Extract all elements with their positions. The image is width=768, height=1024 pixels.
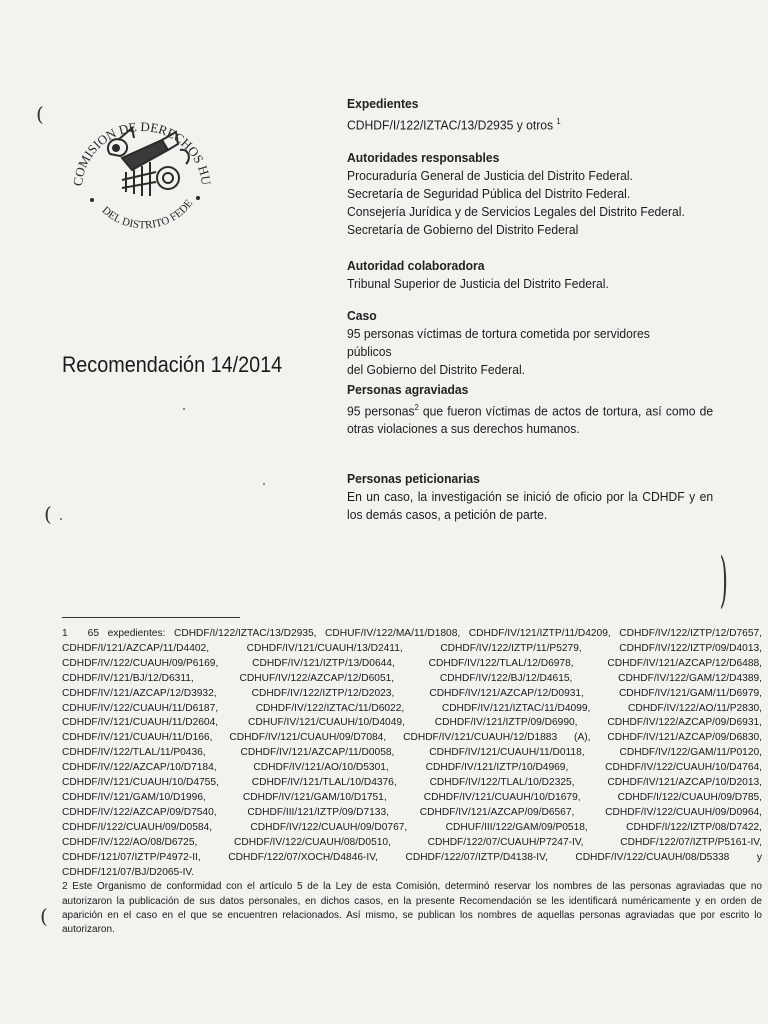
footnote-2-number: 2 bbox=[62, 881, 68, 893]
expedientes-heading: Expedientes bbox=[347, 96, 419, 111]
agraviadas-section bbox=[347, 381, 713, 438]
autoridad-item: Procuraduría General de Justicia del Distrito Federal. bbox=[347, 168, 633, 183]
agraviadas-rest: que fueron víctimas de actos de tortura, así como de otras violaciones a sus derechos humanos. bbox=[347, 403, 714, 437]
scan-dot bbox=[263, 483, 265, 485]
caso-section bbox=[347, 307, 687, 379]
expedientes-section bbox=[347, 95, 561, 134]
footnotes bbox=[62, 627, 762, 938]
recommendation-title: Recomendación 14/2014 bbox=[62, 352, 283, 377]
agraviadas-text bbox=[347, 399, 713, 438]
peticionarias-heading: Personas peticionarias bbox=[347, 471, 480, 486]
expedientes-line bbox=[347, 113, 561, 134]
caso-heading: Caso bbox=[347, 308, 377, 323]
footnote-separator bbox=[62, 617, 240, 618]
caso-line: 95 personas víctimas de tortura cometida por servidores públicos bbox=[347, 326, 650, 359]
scan-dot bbox=[60, 518, 62, 520]
colaboradora-line: Tribunal Superior de Justicia del Distrito Federal. bbox=[347, 276, 609, 291]
caso-line: del Gobierno del Distrito Federal. bbox=[347, 362, 526, 377]
agraviadas-count: 95 personas bbox=[347, 403, 415, 419]
svg-text:COMISION DE DERECHOS HUMANOS: COMISION DE DERECHOS HU bbox=[69, 118, 214, 187]
agraviadas-heading: Personas agraviadas bbox=[347, 382, 469, 397]
footnote-1-number: 1 bbox=[62, 628, 68, 639]
footnote-2-text: Este Organismo de conformidad con el artículo 5 de la Ley de esta Comisión, determinó reservar los nombres de las personas agraviadas que no autorizaron la publicación de sus datos personales, en dichos casos, en la presente Recomendación se les identificará numéricamente y en orden de aparición en el caso en el que se encuentren relacionados. Así mismo, se publican los nombres de aquellas personas agraviadas que por escrito lo autorizaron. bbox=[62, 881, 762, 936]
footnote-2 bbox=[62, 880, 762, 937]
colaboradora-section bbox=[347, 257, 609, 293]
scan-mark: ( bbox=[40, 904, 48, 928]
peticionarias-text: En un caso, la investigación se inició de oficio por la CDHDF y en los demás casos, a petición de parte. bbox=[347, 489, 714, 522]
footnote-1 bbox=[62, 627, 762, 880]
footnote-ref-1: 1 bbox=[556, 117, 561, 126]
cdhdf-seal-logo bbox=[52, 92, 228, 252]
footnote-ref-2: 2 bbox=[414, 403, 419, 412]
scan-mark: ( bbox=[44, 502, 52, 526]
footnote-1-text: 65 expedientes: CDHDF/I/122/IZTAC/13/D2935, CDHUF/IV/122/MA/11/D1808, CDHDF/IV/121/IZTP/11/D4209, CDHDF/IV/122/IZTP/12/D7657, CDHDF/I/121/AZCAP/11/D4402, CDHDF/IV/121/CUAUH/13/D2411, CDHDF/IV/122/IZTP/11/P5279, CDHDF/IV/122/IZTP/09/D4013, CDHDF/IV/122/CUAUH/09/P6169, CDHDF/IV/121/IZTP/13/D0644, CDHDF/IV/122/TLAL/12/D6978, CDHDF/IV/121/AZCAP/12/D6488, CDHDF/IV/121/BJ/12/D6311, CDHUF/IV/122/AZCAP/12/D6051, CDHDF/IV/122/BJ/12/D4615, CDHDF/IV/122/GAM/12/D4389, CDHDF/IV/121/AZCAP/12/D3932, CDHDF/IV/122/IZTP/12/D2023, CDHDF/IV/121/AZCAP/12/D0931, CDHDF/IV/121/GAM/11/D6979, CDHUF/IV/122/CUAUH/11/D6187, CDHDF/IV/122/IZTAC/11/D6022, CDHDF/IV/121/IZTAC/11/D4099, CDHDF/IV/122/AO/11/P2830, CDHDF/IV/121/CUAUH/11/D2604, CDHUF/IV/121/CUAUH/10/D4049, CDHDF/IV/121/IZTP/09/D6990, CDHDF/IV/122/AZCAP/09/D6931, CDHDF/IV/121/CUAUH/11/D166, CDHDF/IV/121/CUAUH/09/D7084, CDHDF/IV/121/CUAUH/12/D1883 (A), CDHDF/IV/121/AZCAP/09/D6830, CDHDF/IV/122/TLAL/11/P0436, CDHDF/IV/121/AZCAP/11/D0058, CDHDF/IV/121/CUAUH/11/D0118, CDHDF/IV/122/GAM/11/P0120, CDHDF/IV/122/AZCAP/10/D7184, CDHDF/IV/121/AO/10/D5301, CDHDF/IV/121/IZTP/10/D4969, CDHDF/IV/122/CUAUH/10/D4764, CDHDF/IV/121/CUAUH/10/D4755, CDHDF/IV/121/TLAL/10/D4376, CDHDF/IV/122/TLAL/10/D2325, CDHDF/IV/121/AZCAP/10/D2013, CDHDF/IV/121/GAM/10/D1996, CDHDF/IV/121/GAM/10/D1751, CDHDF/IV/121/CUAUH/10/D1679, CDHDF/I/122/CUAUH/09/D785, CDHDF/IV/122/AZCAP/09/D7540, CDHDF/III/121/IZTP/09/D7133, CDHDF/IV/121/AZCAP/09/D6567, CDHDF/IV/122/CUAUH/09/D0964, CDHDF/I/122/CUAUH/09/D0584, CDHDF/IV/122/CUAUH/09/D0767, CDHUF/III/122/GAM/09/P0518, CDHDF/I/122/IZTP/08/D7422, CDHDF/IV/122/AO/08/D6725, CDHDF/IV/122/CUAUH/08/D0510, CDHDF/122/07/CUAUH/P7247-IV, CDHDF/122/07/IZTP/P5161-IV, CDHDF/121/07/IZTP/P4972-II, CDHDF/122/07/XOCH/D4846-IV, CDHDF/122/07/IZTP/D4138-IV, CDHDF/IV/122/CUAUH/08/D5338 y CDHDF/121/07/BJ/D2065-IV. bbox=[62, 628, 762, 878]
autoridades-heading: Autoridades responsables bbox=[347, 150, 500, 165]
autoridad-item: Consejería Jurídica y de Servicios Legales del Distrito Federal. bbox=[347, 204, 685, 219]
autoridad-item: Secretaría de Gobierno del Distrito Federal bbox=[347, 222, 579, 237]
colaboradora-heading: Autoridad colaboradora bbox=[347, 258, 485, 273]
peticionarias-section bbox=[347, 470, 713, 524]
scan-mark: ) bbox=[719, 545, 728, 615]
svg-text:DEL DISTRITO FEDERAL: DEL DISTRITO FEDE bbox=[99, 197, 196, 232]
expedientes-text: CDHDF/I/122/IZTAC/13/D2935 y otros bbox=[347, 117, 554, 133]
scan-dot bbox=[183, 408, 185, 410]
scan-mark: ( bbox=[36, 102, 44, 126]
autoridades-section bbox=[347, 149, 685, 239]
autoridad-item: Secretaría de Seguridad Pública del Distrito Federal. bbox=[347, 186, 631, 201]
